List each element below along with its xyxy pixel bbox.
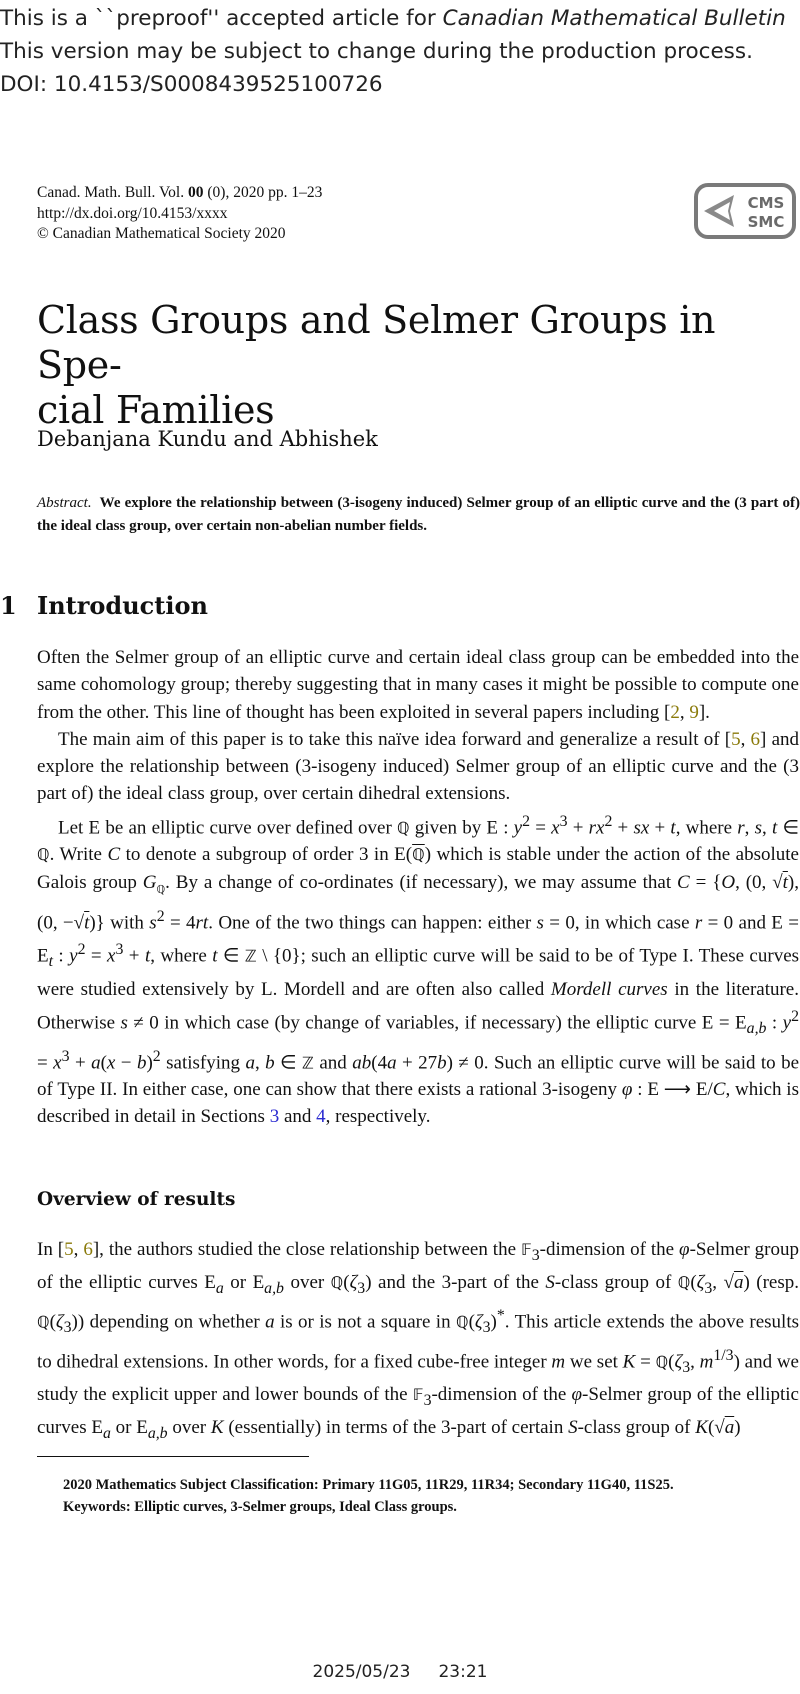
footnote-rule	[37, 1456, 309, 1457]
section-heading	[0, 590, 208, 622]
journal-copyright: © Canadian Mathematical Society 2020	[37, 225, 286, 242]
footnote	[63, 1474, 674, 1518]
paragraph-2: The main aim of this paper is to take this naïve idea forward and generalize a result of [5, 6] and explore the relationship between (3-isogeny induced) Selmer group of an elliptic curve and the (3 part of) the ideal class group, over certain dihedral extensions.	[37, 728, 800, 805]
preproof-doi: DOI: 10.4153/S0008439525100726	[0, 72, 383, 97]
preproof-line-2: This version may be subject to change during the production process.	[0, 39, 753, 64]
paragraph-3: Let E be an elliptic curve over defined over ℚ given by E : $y^2 = x^3 + rx^2$ + sx + t, where r, s, t ∈ ℚ. Write C to denote a subgroup of order 3 in E(ℚ) which is stable under the action of the absolute Galois group $G_ℚ$. By a change of co-ordinates (if necessary), we may assume that C = {O, (0, √t), (0, −√t)} with $s^2 = 4rt$. One of the two things can happen: either s = 0, in which case r = 0 and $E = E_t$ : $y^2 = x^3 + t$, where t ∈ ℤ \ {0}; such an elliptic curve will be said to be of Type I. These curves were studied extensively by L. Mordell and are often also called Mordell curves in the literature. Otherwise s ≠ 0 in which case (by change of variables, if necessary) the elliptic curve $E = E_{a,b}$ : $y^2 = x^3 + a(x - b)^2$ satisfying a, b ∈ ℤ and ab(4a + 27b) ≠ 0. Such an elliptic curve will be said to be of Type II. In either case, one can show that there exists a rational 3-isogeny φ : E ⟶ E/C, which is described in detail in Sections 3 and 4, respectively.	[37, 812, 800, 1128]
cms-smc-logo	[694, 183, 798, 241]
logo-bottom-text: SMC	[747, 213, 785, 231]
keywords: Keywords: Elliptic curves, 3-Selmer groups, Ideal Class groups.	[63, 1499, 457, 1515]
journal-citation: Canad. Math. Bull. Vol. 00 (0), 2020 pp. 1–23	[37, 184, 323, 201]
paragraph-1: Often the Selmer group of an elliptic curve and certain ideal class group can be embedded into the same cohomology group; thereby suggesting that in many cases it might be possible to compute one from the other. This line of thought has been exploited in several papers including [2, 9].	[37, 647, 799, 723]
abstract-text: We explore the relationship between (3-isogeny induced) Selmer group of an elliptic curve and the (3 part of) the ideal class group, over certain non-abelian number fields.	[37, 495, 800, 534]
section-title: Introduction	[37, 591, 208, 620]
article-title: Class Groups and Selmer Groups in Spe- cial Families	[37, 298, 716, 432]
citation-link[interactable]: 2	[670, 701, 680, 723]
section-number: 1	[0, 591, 17, 620]
abstract	[37, 492, 800, 538]
msc-classification: 2020 Mathematics Subject Classification: Primary 11G05, 11R29, 11R34; Secondary 11G40, 11S25.	[63, 1477, 674, 1493]
preproof-notice	[0, 2, 790, 101]
journal-info	[37, 183, 322, 245]
logo-top-text: CMS	[747, 194, 785, 212]
stamp-date: 2025/05/23	[312, 1662, 411, 1682]
citation-link[interactable]: 9	[689, 701, 699, 723]
introduction-body	[37, 644, 799, 1131]
stamp-time: 23:21	[438, 1662, 488, 1682]
citation-link[interactable]: 5	[731, 728, 741, 750]
citation-link[interactable]: 6	[83, 1239, 93, 1260]
journal-url[interactable]: http://dx.doi.org/10.4153/xxxx	[37, 204, 228, 222]
citation-link[interactable]: 5	[64, 1239, 74, 1260]
section-link[interactable]: 4	[316, 1106, 326, 1128]
article-authors: Debanjana Kundu and Abhishek	[37, 427, 378, 451]
subsection-heading: Overview of results	[37, 1189, 236, 1210]
paragraph-4: In [5, 6], the authors studied the close relationship between the 𝔽$_3$-dimension of the φ-Selmer group of the elliptic curves $E_a$ or $E_{a,b}$ over $ℚ(\zeta_3)$ and the 3-part of the S-class group of $ℚ(\zeta_3$, √a) (resp. $ℚ(\zeta_3)$) depending on whether a is or is not a square in $ℚ(\zeta_3)^*$. This article extends the above results to dihedral extensions. In other words, for a fixed cube-free integer m we set $K = ℚ(\zeta_3$, $m^{1/3}$) and we study the explicit upper and lower bounds of the 𝔽$_3$-dimension of the φ-Selmer group of the elliptic curves $E_a$ or $E_{a,b}$ over K (essentially) in terms of the 3-part of certain S-class group of K(√a)	[37, 1239, 799, 1442]
citation-link[interactable]: 6	[750, 728, 761, 750]
overview-body	[37, 1236, 799, 1447]
section-link[interactable]: 3	[269, 1106, 280, 1128]
date-stamp	[0, 1662, 800, 1682]
abstract-label: Abstract.	[37, 495, 92, 511]
preproof-line-1: This is a ``preproof'' accepted article for Canadian Mathematical Bulletin	[0, 6, 786, 31]
journal-name: Canadian Mathematical Bulletin	[442, 6, 786, 31]
